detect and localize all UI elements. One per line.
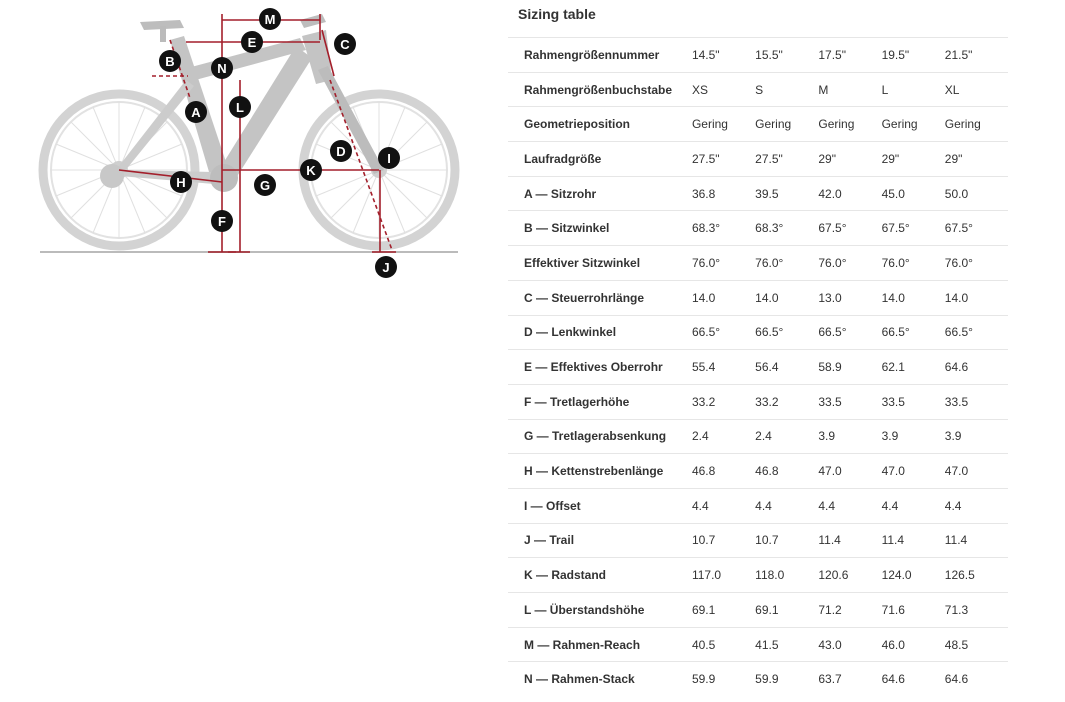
row-label: Geometrieposition (524, 117, 631, 132)
table-row (508, 280, 1008, 315)
row-label: Laufradgröße (524, 151, 602, 166)
svg-text:L: L (236, 100, 244, 115)
table-cell: 4.4 (691, 498, 709, 513)
svg-text:F: F (218, 214, 226, 229)
table-cell: L (881, 82, 889, 97)
table-cell: 46.8 (755, 464, 779, 479)
table-row (508, 176, 1008, 211)
measure-marker-f (211, 210, 233, 232)
table-cell: 59.9 (755, 672, 779, 687)
table-cell: 69.1 (691, 602, 716, 617)
bike-geometry-diagram (30, 5, 470, 285)
svg-text:I: I (387, 151, 391, 166)
row-label: K — Radstand (524, 568, 607, 583)
table-cell: 33.5 (881, 394, 905, 409)
svg-text:D: D (336, 144, 346, 159)
measure-marker-b (159, 50, 181, 72)
table-cell: 2.4 (755, 429, 772, 444)
measure-marker-i (378, 147, 400, 169)
table-cell: 48.5 (944, 637, 969, 652)
table-cell: 2.4 (691, 429, 709, 444)
row-label: I — Offset (524, 498, 581, 513)
measure-marker-a (185, 101, 207, 123)
svg-text:M: M (264, 12, 276, 27)
svg-text:A: A (191, 105, 201, 120)
table-cell: 14.0 (691, 290, 716, 305)
table-row (508, 246, 1008, 281)
table-cell: 14.0 (944, 290, 969, 305)
table-row (508, 350, 1008, 385)
table-cell: 19.5" (881, 47, 910, 62)
svg-text:G: G (259, 178, 271, 193)
table-row (508, 662, 1008, 697)
table-cell: 76.0° (691, 255, 721, 270)
table-cell: 10.7 (691, 533, 716, 548)
row-label: N — Rahmen-Stack (524, 672, 635, 687)
table-cell: 76.0° (818, 255, 847, 270)
table-cell: 71.3 (944, 602, 969, 617)
table-cell: 71.6 (881, 602, 905, 617)
table-cell: XL (944, 82, 960, 97)
svg-text:B: B (165, 54, 175, 69)
measure-marker-g (254, 174, 276, 196)
table-cell: 67.5° (944, 221, 973, 236)
table-cell: 14.0 (881, 290, 905, 305)
table-cell: 13.0 (818, 290, 842, 305)
table-cell: 43.0 (818, 637, 842, 652)
table-cell: 120.6 (818, 568, 849, 583)
table-cell: 46.0 (881, 637, 905, 652)
table-cell: Gering (755, 117, 792, 132)
table-row (508, 107, 1008, 142)
table-cell: 64.6 (944, 672, 969, 687)
table-cell: 11.4 (818, 533, 841, 548)
table-row (508, 142, 1008, 177)
table-cell: 66.5° (755, 325, 784, 340)
sizing-table-body (508, 38, 1008, 697)
section-title: Sizing table (518, 6, 596, 22)
table-cell: 47.0 (944, 464, 969, 479)
table-cell: 55.4 (691, 360, 716, 375)
table-cell: S (755, 82, 764, 97)
table-cell: 4.4 (944, 498, 962, 513)
svg-text:J: J (382, 260, 390, 275)
table-cell: 14.5" (691, 47, 720, 62)
table-cell: 76.0° (944, 255, 973, 270)
table-cell: 68.3° (691, 221, 721, 236)
row-label: J — Trail (524, 533, 575, 548)
table-cell: 63.7 (818, 672, 842, 687)
table-cell: 15.5" (755, 47, 783, 62)
table-row (508, 454, 1008, 489)
row-label: C — Steuerrohrlänge (524, 290, 645, 305)
table-cell: 29" (881, 151, 900, 166)
table-cell: 42.0 (818, 186, 842, 201)
row-label: H — Kettenstrebenlänge (524, 464, 664, 479)
measure-marker-n (211, 57, 233, 79)
row-label: E — Effektives Oberrohr (524, 360, 663, 375)
row-label: A — Sitzrohr (524, 186, 597, 201)
table-row (508, 593, 1008, 628)
table-cell: 27.5" (691, 151, 720, 166)
table-cell: 56.4 (755, 360, 779, 375)
table-row (508, 627, 1008, 662)
table-row (508, 211, 1008, 246)
table-cell: 47.0 (818, 464, 842, 479)
table-row (508, 558, 1008, 593)
row-label: G — Tretlagerabsenkung (524, 429, 667, 444)
table-cell: 50.0 (944, 186, 969, 201)
table-cell: Gering (818, 117, 855, 132)
table-cell: 76.0° (881, 255, 910, 270)
table-cell: 40.5 (691, 637, 716, 652)
table-cell: 4.4 (881, 498, 899, 513)
table-cell: 3.9 (944, 429, 962, 444)
sizing-table (508, 37, 1008, 697)
table-row (508, 488, 1008, 523)
table-cell: 64.6 (881, 672, 905, 687)
table-cell: 11.4 (881, 533, 905, 548)
table-cell: 27.5" (755, 151, 783, 166)
table-cell: 4.4 (818, 498, 836, 513)
table-row (508, 38, 1008, 73)
table-row (508, 384, 1008, 419)
table-row (508, 72, 1008, 107)
table-cell: 47.0 (881, 464, 905, 479)
measure-marker-c (334, 33, 356, 55)
table-cell: 33.5 (944, 394, 969, 409)
svg-text:N: N (217, 61, 227, 76)
table-cell: 29" (818, 151, 836, 166)
table-cell: 4.4 (755, 498, 772, 513)
table-cell: 68.3° (755, 221, 784, 236)
table-cell: 67.5° (881, 221, 910, 236)
row-label: D — Lenkwinkel (524, 325, 617, 340)
table-row (508, 419, 1008, 454)
table-cell: Gering (881, 117, 918, 132)
table-cell: M (818, 82, 829, 97)
row-label: Rahmengrößenbuchstabe (524, 82, 673, 97)
svg-text:E: E (247, 35, 257, 50)
row-label: Effektiver Sitzwinkel (524, 255, 641, 270)
table-cell: 66.5° (944, 325, 973, 340)
svg-text:K: K (306, 163, 316, 178)
table-cell: 39.5 (755, 186, 779, 201)
table-cell: 62.1 (881, 360, 905, 375)
table-cell: 21.5" (944, 47, 973, 62)
table-cell: 33.5 (818, 394, 842, 409)
table-cell: 36.8 (691, 186, 716, 201)
row-label: Rahmengrößennummer (524, 47, 660, 62)
svg-text:H: H (176, 175, 186, 190)
table-cell: 66.5° (691, 325, 721, 340)
table-row (508, 523, 1008, 558)
table-cell: 11.4 (944, 533, 968, 548)
table-cell: 59.9 (691, 672, 716, 687)
table-cell: 33.2 (691, 394, 716, 409)
table-cell: 71.2 (818, 602, 842, 617)
measure-marker-m (259, 8, 281, 30)
table-cell: 69.1 (755, 602, 779, 617)
table-cell: XS (691, 82, 708, 97)
table-cell: 17.5" (818, 47, 846, 62)
table-cell: 64.6 (944, 360, 969, 375)
table-cell: 117.0 (691, 568, 722, 583)
table-cell: 10.7 (755, 533, 779, 548)
table-cell: 124.0 (881, 568, 912, 583)
table-cell: 66.5° (881, 325, 910, 340)
measure-marker-e (241, 31, 263, 53)
measure-marker-h (170, 171, 192, 193)
table-cell: 41.5 (755, 637, 779, 652)
table-row (508, 315, 1008, 350)
table-cell: 67.5° (818, 221, 847, 236)
table-cell: 3.9 (818, 429, 836, 444)
table-cell: 118.0 (755, 568, 785, 583)
row-label: M — Rahmen-Reach (524, 637, 641, 652)
table-cell: 29" (944, 151, 963, 166)
table-cell: 58.9 (818, 360, 842, 375)
svg-text:C: C (340, 37, 350, 52)
table-cell: Gering (691, 117, 728, 132)
measure-marker-k (300, 159, 322, 181)
row-label: F — Tretlagerhöhe (524, 394, 630, 409)
table-cell: 3.9 (881, 429, 899, 444)
row-label: B — Sitzwinkel (524, 221, 610, 236)
table-cell: 46.8 (691, 464, 716, 479)
table-cell: 33.2 (755, 394, 779, 409)
measure-marker-d (330, 140, 352, 162)
table-cell: 14.0 (755, 290, 779, 305)
table-cell: 66.5° (818, 325, 847, 340)
measure-marker-j (375, 256, 397, 278)
table-cell: 76.0° (755, 255, 784, 270)
table-cell: 45.0 (881, 186, 905, 201)
row-label: L — Überstandshöhe (524, 602, 645, 617)
measure-marker-l (229, 96, 251, 118)
table-cell: Gering (944, 117, 981, 132)
table-cell: 126.5 (944, 568, 975, 583)
